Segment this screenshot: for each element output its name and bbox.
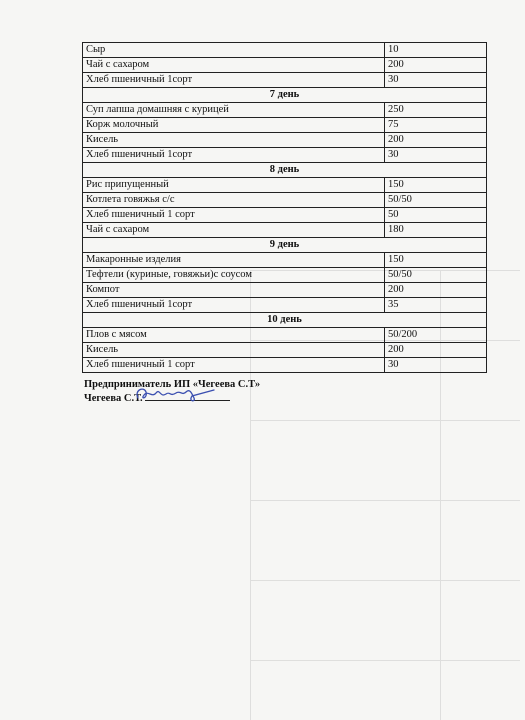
menu-item-row xyxy=(83,253,487,268)
dish-name: Хлеб пшеничный 1сорт xyxy=(83,73,385,88)
menu-item-row xyxy=(83,343,487,358)
menu-item-row xyxy=(83,148,487,163)
portion-size: 200 xyxy=(385,343,487,358)
day-label: 7 день xyxy=(83,88,487,103)
portion-size: 200 xyxy=(385,58,487,73)
dish-name: Хлеб пшеничный 1сорт xyxy=(83,148,385,163)
portion-size: 30 xyxy=(385,358,487,373)
menu-item-row xyxy=(83,133,487,148)
day-header-row xyxy=(83,88,487,103)
dish-name: Плов с мясом xyxy=(83,328,385,343)
day-label: 8 день xyxy=(83,163,487,178)
dish-name: Чай с сахаром xyxy=(83,223,385,238)
menu-item-row xyxy=(83,73,487,88)
portion-size: 75 xyxy=(385,118,487,133)
dish-name: Макаронные изделия xyxy=(83,253,385,268)
dish-name: Суп лапша домашняя с курицей xyxy=(83,103,385,118)
portion-size: 50/50 xyxy=(385,193,487,208)
dish-name: Кисель xyxy=(83,343,385,358)
entrepreneur-title: Предприниматель ИП «Чегеева С.Т» xyxy=(84,379,261,390)
day-label: 9 день xyxy=(83,238,487,253)
portion-size: 250 xyxy=(385,103,487,118)
portion-size: 180 xyxy=(385,223,487,238)
menu-item-row xyxy=(83,118,487,133)
dish-name: Компот xyxy=(83,283,385,298)
menu-item-row xyxy=(83,298,487,313)
dish-name: Кисель xyxy=(83,133,385,148)
menu-item-row xyxy=(83,178,487,193)
dish-name: Рис припущенный xyxy=(83,178,385,193)
day-header-row xyxy=(83,163,487,178)
handwritten-signature xyxy=(130,384,220,406)
dish-name: Тефтели (куриные, говяжьи)с соусом xyxy=(83,268,385,283)
dish-name: Корж молочный xyxy=(83,118,385,133)
day-label: 10 день xyxy=(83,313,487,328)
menu-item-row xyxy=(83,58,487,73)
portion-size: 30 xyxy=(385,148,487,163)
day-header-row xyxy=(83,313,487,328)
day-header-row xyxy=(83,238,487,253)
menu-item-row xyxy=(83,328,487,343)
menu-item-row xyxy=(83,268,487,283)
menu-item-row xyxy=(83,283,487,298)
portion-size: 30 xyxy=(385,73,487,88)
menu-item-row xyxy=(83,358,487,373)
menu-item-row xyxy=(83,43,487,58)
portion-size: 10 xyxy=(385,43,487,58)
portion-size: 150 xyxy=(385,253,487,268)
portion-size: 35 xyxy=(385,298,487,313)
dish-name: Хлеб пшеничный 1 сорт xyxy=(83,208,385,223)
menu-item-row xyxy=(83,223,487,238)
portion-size: 50/200 xyxy=(385,328,487,343)
menu-table xyxy=(82,42,487,373)
menu-item-row xyxy=(83,208,487,223)
menu-item-row xyxy=(83,103,487,118)
dish-name: Сыр xyxy=(83,43,385,58)
portion-size: 50/50 xyxy=(385,268,487,283)
dish-name: Хлеб пшеничный 1 сорт xyxy=(83,358,385,373)
portion-size: 150 xyxy=(385,178,487,193)
portion-size: 200 xyxy=(385,133,487,148)
dish-name: Котлета говяжья с/с xyxy=(83,193,385,208)
dish-name: Хлеб пшеничный 1сорт xyxy=(83,298,385,313)
menu-item-row xyxy=(83,193,487,208)
portion-size: 50 xyxy=(385,208,487,223)
portion-size: 200 xyxy=(385,283,487,298)
dish-name: Чай с сахаром xyxy=(83,58,385,73)
signer-name: Чегеева С.Т. xyxy=(84,393,143,404)
